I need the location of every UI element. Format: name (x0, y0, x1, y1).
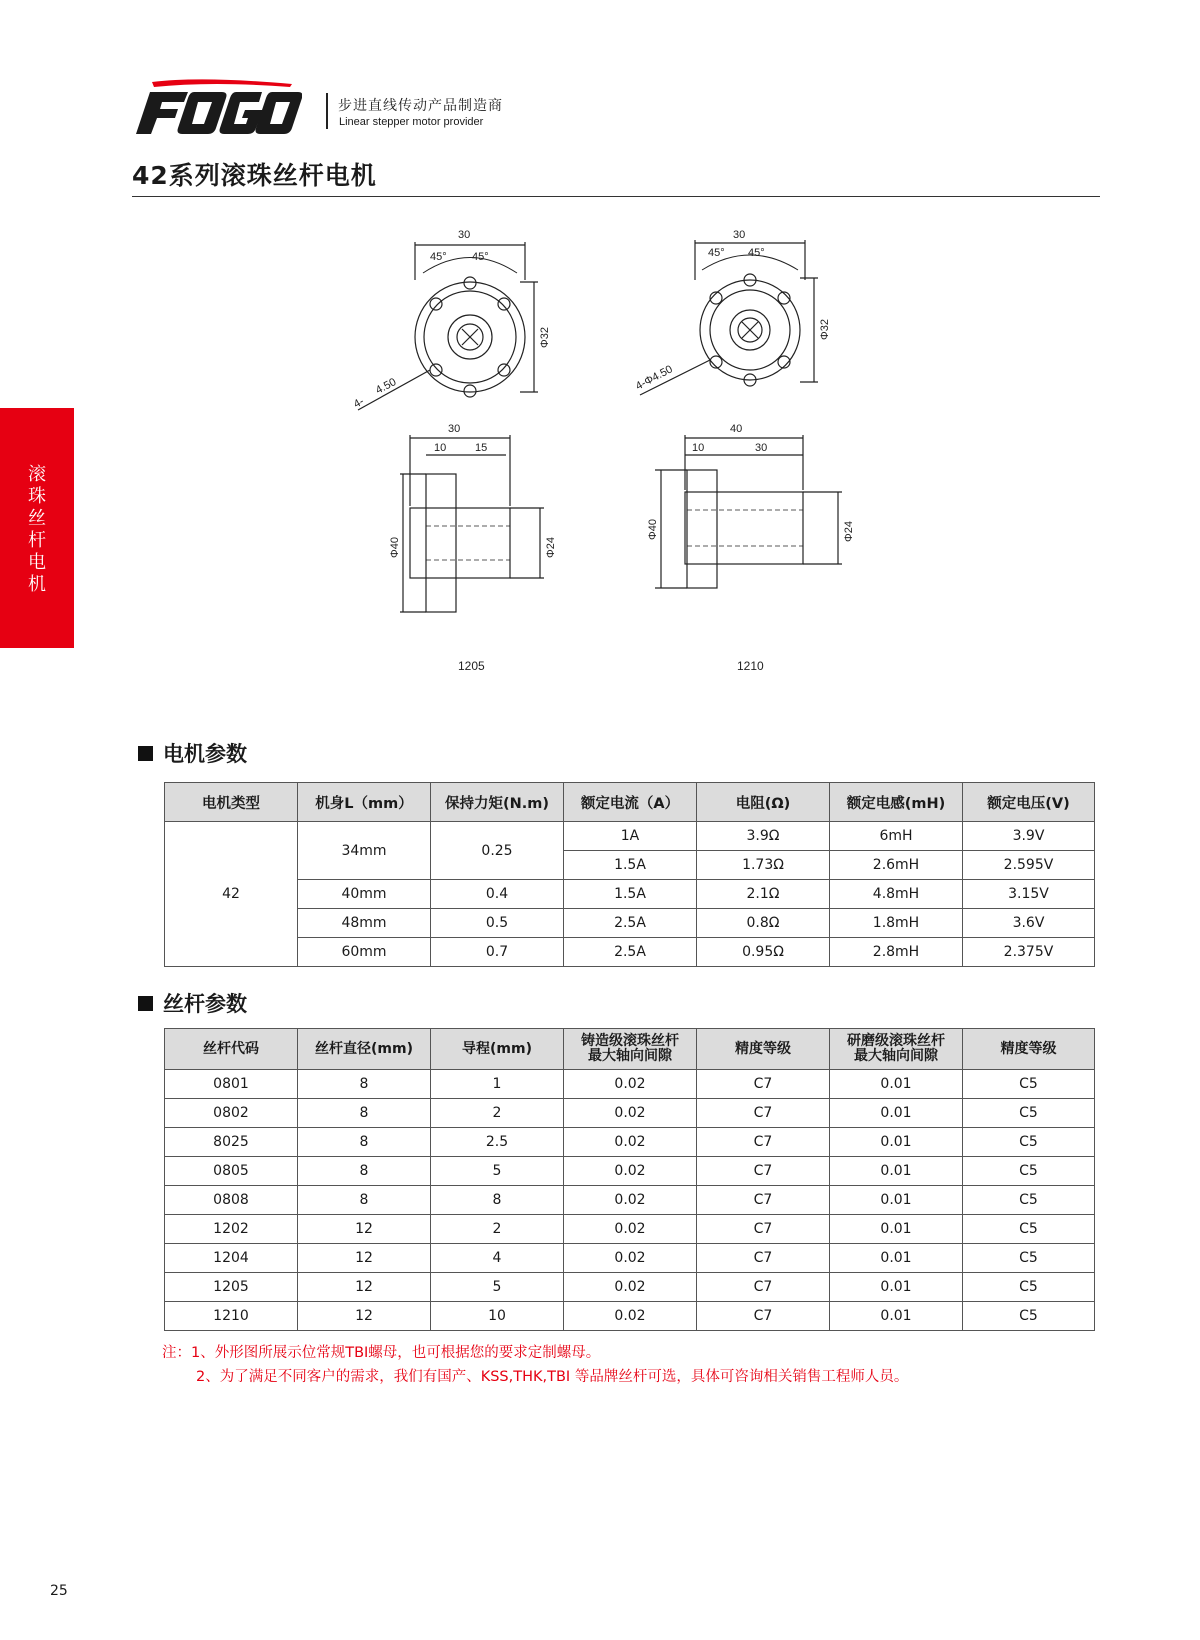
screw-params-title: 丝杆参数 (163, 992, 247, 1016)
table-cell: 5 (431, 1157, 564, 1186)
table-cell: 8 (298, 1070, 431, 1099)
logo-text: FOGO (132, 78, 135, 79)
dim-1210-side-d1: Φ40 (647, 518, 659, 540)
note-1: 注：1、外形图所展示位常规TBI螺母，也可根据您的要求定制螺母。 (162, 1345, 601, 1361)
header-cell: 保持力矩(N.m) (431, 783, 564, 822)
dim-1210-holes: 4-Φ4.50 (633, 363, 675, 393)
dim-1210-angle-right: 45° (748, 247, 765, 259)
tagline-en: Linear stepper motor provider (339, 116, 484, 128)
table-cell: 8 (298, 1157, 431, 1186)
dim-1205-width: 30 (458, 230, 471, 241)
screw-table-body (165, 1070, 1095, 1331)
table-cell: 12 (298, 1302, 431, 1331)
inductance-cell: 2.6mH (830, 851, 963, 880)
table-cell: C5 (963, 1157, 1095, 1186)
voltage-cell: 3.9V (963, 822, 1095, 851)
table-cell: 0.01 (830, 1302, 963, 1331)
dim-1205-side-a: 10 (434, 442, 447, 454)
table-cell: 0.01 (830, 1070, 963, 1099)
table-cell: 1 (431, 1070, 564, 1099)
current-cell: 1A (564, 822, 697, 851)
table-cell: C7 (697, 1273, 830, 1302)
header-cell (830, 1029, 963, 1070)
table-cell: C7 (697, 1157, 830, 1186)
side-tab-char: 丝 (28, 508, 46, 529)
table-cell: 0.02 (564, 1070, 697, 1099)
voltage-cell: 3.6V (963, 909, 1095, 938)
table-cell: 12 (298, 1273, 431, 1302)
torque-cell: 0.5 (431, 909, 564, 938)
header-line: 铸造级滚珠丝杆 (581, 1033, 679, 1049)
current-cell: 1.5A (564, 880, 697, 909)
table-cell: 12 (298, 1244, 431, 1273)
table-row (165, 909, 1095, 938)
table-cell: 0.02 (564, 1302, 697, 1331)
table-cell: 0.01 (830, 1215, 963, 1244)
dim-1205-angle-right: 45° (472, 251, 489, 263)
caption-1210: 1210 (737, 659, 764, 673)
table-cell: C7 (697, 1128, 830, 1157)
length-cell: 48mm (298, 909, 431, 938)
inductance-cell: 2.8mH (830, 938, 963, 967)
table-cell: 0802 (165, 1099, 298, 1128)
table-cell: 0.02 (564, 1099, 697, 1128)
header-cell: 丝杆代码 (165, 1029, 298, 1070)
page-number: 25 (50, 1583, 68, 1599)
table-cell: C5 (963, 1186, 1095, 1215)
current-cell: 2.5A (564, 938, 697, 967)
motor-params-table (164, 782, 1095, 967)
table-cell: C5 (963, 1099, 1095, 1128)
table-cell: 0.01 (830, 1186, 963, 1215)
table-cell: 5 (431, 1273, 564, 1302)
table-row (165, 1215, 1095, 1244)
resistance-cell: 1.73Ω (697, 851, 830, 880)
dim-1210-side-d2: Φ24 (843, 520, 855, 542)
table-cell: 0801 (165, 1070, 298, 1099)
voltage-cell: 2.595V (963, 851, 1095, 880)
voltage-cell: 3.15V (963, 880, 1095, 909)
side-tab-char: 机 (28, 574, 46, 595)
tagline-cn: 步进直线传动产品制造商 (338, 98, 503, 114)
dim-1210-side-width: 40 (730, 423, 743, 435)
table-cell: 8 (431, 1186, 564, 1215)
table-cell: 0.01 (830, 1128, 963, 1157)
heading-square-icon (138, 746, 153, 761)
table-row (165, 880, 1095, 909)
note-2: 2、为了满足不同客户的需求，我们有国产、KSS,THK,TBI 等品牌丝杆可选，具体可咨询相关销售工程师人员。 (196, 1369, 909, 1385)
motor-params-title: 电机参数 (163, 742, 247, 766)
inductance-cell: 1.8mH (830, 909, 963, 938)
resistance-cell: 0.95Ω (697, 938, 830, 967)
table-row (165, 1273, 1095, 1302)
dim-1210-diameter: Φ32 (819, 318, 831, 340)
torque-cell: 0.4 (431, 880, 564, 909)
table-cell: C5 (963, 1302, 1095, 1331)
table-row (165, 822, 1095, 851)
header-cell: 精度等级 (697, 1029, 830, 1070)
table-cell: 1205 (165, 1273, 298, 1302)
table-cell: 0805 (165, 1157, 298, 1186)
side-tab-label (0, 464, 74, 596)
header-cell: 额定电感(mH) (830, 783, 963, 822)
length-cell: 40mm (298, 880, 431, 909)
current-cell: 2.5A (564, 909, 697, 938)
table-row (165, 1186, 1095, 1215)
header-cell: 电阻(Ω) (697, 783, 830, 822)
side-tab-char: 珠 (28, 486, 46, 507)
table-cell: 0808 (165, 1186, 298, 1215)
dim-1205-angle-left: 45° (430, 251, 447, 263)
table-cell: C7 (697, 1244, 830, 1273)
dim-1205-side-width: 30 (448, 423, 461, 435)
header-line: 最大轴向间隙 (854, 1048, 938, 1064)
length-cell: 34mm (298, 822, 431, 880)
current-cell: 1.5A (564, 851, 697, 880)
header-cell: 机身L（mm） (298, 783, 431, 822)
heading-square-icon (138, 996, 153, 1011)
table-cell: 0.01 (830, 1157, 963, 1186)
table-cell: C5 (963, 1244, 1095, 1273)
dim-1205-holes-value: 4.50 (373, 375, 399, 397)
table-row (165, 1157, 1095, 1186)
table-cell: 8025 (165, 1128, 298, 1157)
table-cell: 8 (298, 1186, 431, 1215)
header-cell (564, 1029, 697, 1070)
table-cell: 0.02 (564, 1186, 697, 1215)
table-cell: 1202 (165, 1215, 298, 1244)
resistance-cell: 3.9Ω (697, 822, 830, 851)
table-cell: C7 (697, 1099, 830, 1128)
inductance-cell: 6mH (830, 822, 963, 851)
table-cell: C7 (697, 1070, 830, 1099)
fogo-logo (132, 78, 302, 138)
resistance-cell: 0.8Ω (697, 909, 830, 938)
dim-1210-side-a: 10 (692, 442, 705, 454)
header-line: 研磨级滚珠丝杆 (847, 1033, 945, 1049)
side-tab-char: 滚 (28, 464, 46, 485)
motor-type-cell: 42 (165, 822, 298, 967)
resistance-cell: 2.1Ω (697, 880, 830, 909)
dim-1205-side-b: 15 (475, 442, 488, 454)
header-divider (326, 93, 328, 129)
table-header-row (165, 783, 1095, 822)
dim-1210-angle-left: 45° (708, 247, 725, 259)
table-row (165, 1070, 1095, 1099)
motor-params-heading (138, 738, 247, 768)
screw-params-table (164, 1028, 1095, 1331)
voltage-cell: 2.375V (963, 938, 1095, 967)
table-cell: 0.02 (564, 1215, 697, 1244)
dim-1205-side-d2: Φ24 (545, 536, 557, 558)
header-cell: 丝杆直径(mm) (298, 1029, 431, 1070)
table-row (165, 1244, 1095, 1273)
technical-drawings (330, 230, 890, 690)
page-title: 42系列滚珠丝杆电机 (132, 161, 377, 190)
table-cell: 0.02 (564, 1128, 697, 1157)
table-cell: C5 (963, 1070, 1095, 1099)
side-tab-char: 电 (28, 552, 46, 573)
caption-1205: 1205 (458, 659, 485, 673)
table-cell: 0.01 (830, 1273, 963, 1302)
table-cell: 8 (298, 1099, 431, 1128)
dim-1210-side-b: 30 (755, 442, 768, 454)
table-cell: C5 (963, 1128, 1095, 1157)
table-cell: 0.02 (564, 1244, 697, 1273)
header-line: 最大轴向间隙 (588, 1048, 672, 1064)
drawing-1205-side (400, 435, 544, 612)
table-cell: C7 (697, 1186, 830, 1215)
table-cell: 2 (431, 1099, 564, 1128)
table-row (165, 1099, 1095, 1128)
inductance-cell: 4.8mH (830, 880, 963, 909)
header-cell: 额定电压(V) (963, 783, 1095, 822)
table-cell: 2.5 (431, 1128, 564, 1157)
dim-1205-holes-label: 4- (351, 395, 367, 411)
table-cell: 0.02 (564, 1273, 697, 1302)
torque-cell: 0.25 (431, 822, 564, 880)
table-cell: C7 (697, 1215, 830, 1244)
drawing-1210-side (655, 435, 842, 588)
table-row (165, 938, 1095, 967)
dim-1205-diameter: Φ32 (539, 326, 551, 348)
side-tab (0, 408, 74, 648)
table-cell: 4 (431, 1244, 564, 1273)
table-cell: 1204 (165, 1244, 298, 1273)
torque-cell: 0.7 (431, 938, 564, 967)
table-row (165, 1302, 1095, 1331)
table-cell: 12 (298, 1215, 431, 1244)
header-cell: 电机类型 (165, 783, 298, 822)
side-tab-char: 杆 (28, 530, 46, 551)
header-cell: 精度等级 (963, 1029, 1095, 1070)
dim-1205-side-d1: Φ40 (389, 536, 401, 558)
table-cell: 8 (298, 1128, 431, 1157)
table-cell: C5 (963, 1273, 1095, 1302)
header-cell: 额定电流（A） (564, 783, 697, 822)
table-header-row (165, 1029, 1095, 1070)
table-cell: 1210 (165, 1302, 298, 1331)
length-cell: 60mm (298, 938, 431, 967)
table-cell: C7 (697, 1302, 830, 1331)
title-rule (132, 196, 1100, 197)
table-cell: 0.01 (830, 1244, 963, 1273)
screw-params-heading (138, 988, 247, 1018)
table-cell: 0.01 (830, 1099, 963, 1128)
dim-1210-width: 30 (733, 230, 746, 241)
table-cell: 2 (431, 1215, 564, 1244)
table-cell: 10 (431, 1302, 564, 1331)
table-cell: C5 (963, 1215, 1095, 1244)
table-row (165, 1128, 1095, 1157)
table-cell: 0.02 (564, 1157, 697, 1186)
header-cell: 导程(mm) (431, 1029, 564, 1070)
